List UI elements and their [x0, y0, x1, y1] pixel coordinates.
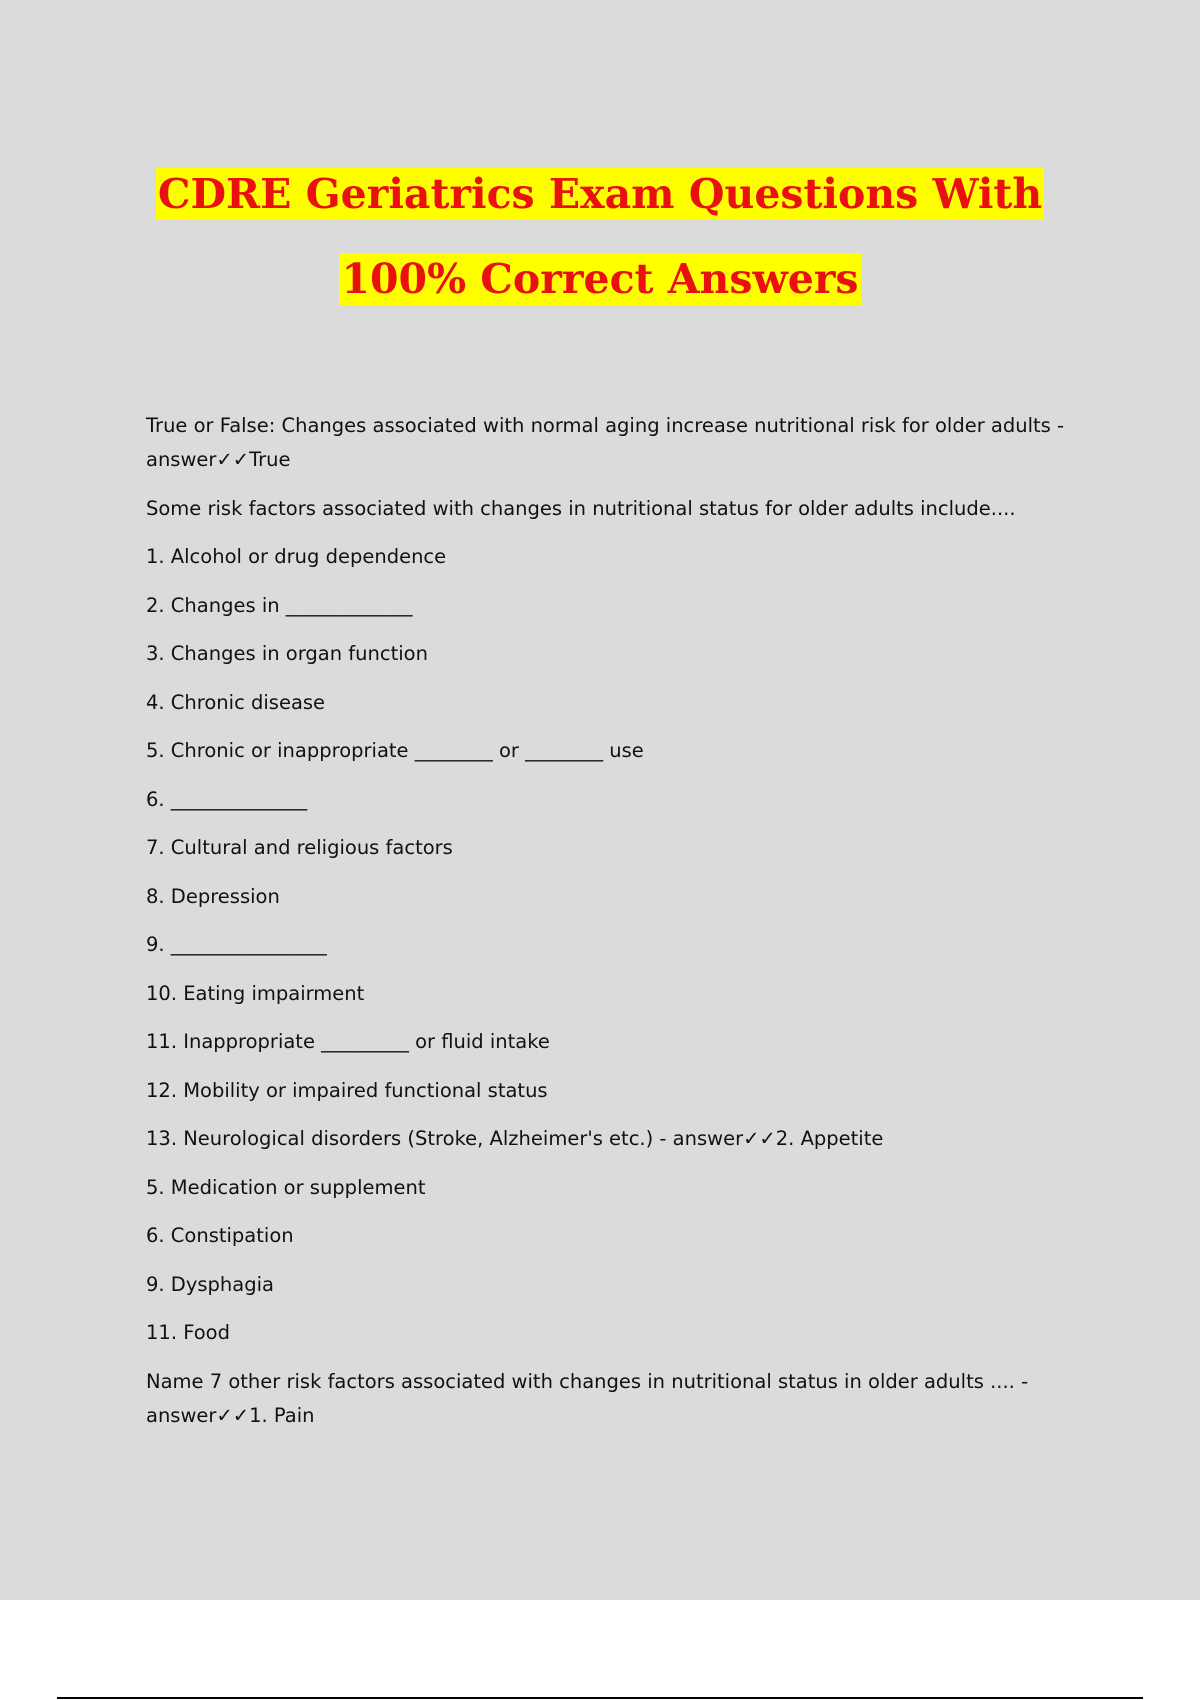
list-item: 3. Changes in organ function: [146, 642, 428, 665]
list-item: 2. Changes in _____________: [146, 593, 413, 617]
list-item: 5. Medication or supplement: [146, 1175, 426, 1199]
list-item: 4. Chronic disease: [146, 690, 326, 714]
title-line-2: 100% Correct Answers: [341, 255, 859, 303]
list-item: 8. Depression: [146, 884, 280, 908]
list-item: 11. Inappropriate _________ or fluid intake: [146, 1030, 550, 1053]
list-item: 9. Dysphagia: [146, 1272, 274, 1296]
document-title: [0, 168, 1200, 305]
question-paragraph: Name 7 other risk factors associated with changes in nutritional status in older adults .... - answer✓✓1. Pain: [146, 1369, 1029, 1427]
list-item: 12. Mobility or impaired functional status: [146, 1078, 548, 1102]
list-item: 9. ________________: [146, 933, 327, 956]
list-item: 5. Chronic or inappropriate ________ or ________ use: [146, 739, 644, 762]
page-footer-area: [0, 1600, 1200, 1700]
list-item: 11. Food: [146, 1321, 230, 1344]
list-item: 7. Cultural and religious factors: [146, 836, 453, 859]
list-item: 6. ______________: [146, 787, 308, 811]
list-item: 1. Alcohol or drug dependence: [146, 545, 447, 568]
title-line-1: CDRE Geriatrics Exam Questions With: [157, 170, 1043, 218]
list-item: 6. Constipation: [146, 1224, 294, 1247]
list-item: 10. Eating impairment: [146, 981, 365, 1005]
question-paragraph: Some risk factors associated with changes in nutritional status for older adults include....: [146, 496, 1016, 520]
question-paragraph: True or False: Changes associated with normal aging increase nutritional risk for older adults - answer✓✓True: [146, 414, 1065, 471]
list-item: 13. Neurological disorders (Stroke, Alzheimer's etc.) - answer✓✓2. Appetite: [146, 1127, 884, 1150]
document-body: [146, 409, 1086, 1447]
footer-divider: [57, 1697, 1143, 1699]
